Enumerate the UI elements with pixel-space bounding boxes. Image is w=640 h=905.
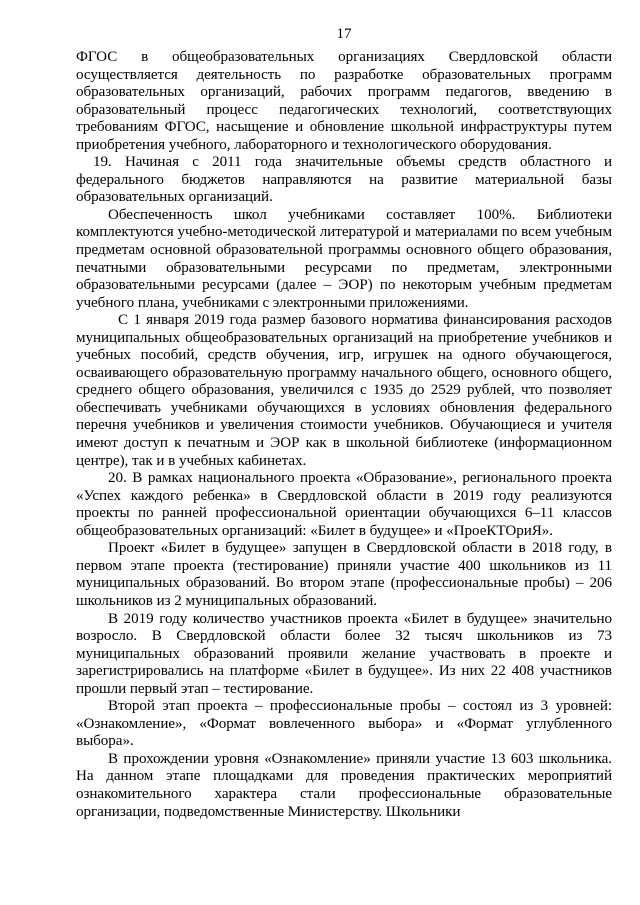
paragraph-20-national-project: 20. В рамках национального проекта «Образование», регионального проекта «Успех каждого ребенка» в Свердловской области в 2019 году реализуются проекты по ранней профессиональной ориентации обучающихся 6–11 классов общеобразовательных организаций: «Билет в будущее» и «ПроеКТОриЯ». (76, 470, 612, 539)
page-number: 17 (336, 26, 352, 42)
paragraph-fgos-continuation: ФГОС в общеобразовательных организациях Свердловской области осуществляется деятельность по разработке образовательных программ образовательных организаций, рабочих программ педагогов, введению в образовательный процесс педагогических технологий, соответствующих требованиям ФГОС, насыщение и обновление школьной инфраструктуры путем приобретения учебного, лабораторного и технологического оборудования. (76, 49, 612, 153)
paragraph-second-stage: Второй этап проекта – профессиональные пробы – состоял из 3 уровней: «Ознакомление», «Формат вовлеченного выбора» и «Формат углубленного выбора». (76, 698, 612, 750)
paragraph-textbook-provision: Обеспеченность школ учебниками составляет 100%. Библиотеки комплектуются учебно-методической литературой и материалами по всем учебным предметам основной образовательной программы основного общего образования, печатными образовательными ресурсами по предметам, электронными образовательными ресурсами (далее – ЭОР) по некоторым учебным предметам учебного плана, учебниками с электронными приложениями. (76, 206, 612, 311)
paragraph-ticket-to-future-2018: Проект «Билет в будущее» запущен в Свердловской области в 2018 году, в первом этапе проекта (тестирование) приняли участие 400 школьников из 11 муниципальных образований. Во втором этапе (профессиональные пробы) – 206 школьников из 2 муниципальных образований. (76, 540, 612, 609)
paragraph-19-funding: 19. Начиная с 2011 года значительные объемы средств областного и федерального бюджетов направляются на развитие материальной базы образовательных организаций. (76, 154, 612, 206)
document-page (76, 26, 612, 821)
paragraph-introduction-level: В прохождении уровня «Ознакомление» приняли участие 13 603 школьника. На данном этапе площадками для проведения практических мероприятий ознакомительного характера стали профессиональные образовательные организации, подведомственные Министерству. Школьники (76, 750, 612, 820)
paragraph-funding-norm-2019: С 1 января 2019 года размер базового норматива финансирования расходов муниципальных общеобразовательных организаций на приобретение учебников и учебных пособий, средств обучения, игр, игрушек на одного обучающегося, осваивающего образовательную программу начального общего, основного общего, среднего общего образования, увеличился с 1935 до 2529 рублей, что позволяет обеспечивать учебниками обучающихся в условиях обновления федерального перечня учебников и увеличения стоимости учебников. Обучающиеся и учителя имеют доступ к печатным и ЭОР как в школьной библиотеке (информационном центре), так и в учебных кабинетах. (76, 312, 612, 469)
paragraph-ticket-to-future-2019: В 2019 году количество участников проекта «Билет в будущее» значительно возросло. В Свердловской области более 32 тысяч школьников из 73 муниципальных образований проявили желание участвовать в проекте и зарегистрировались на платформе «Билет в будущее». Из них 22 408 участников прошли первый этап – тестирование. (76, 610, 612, 697)
